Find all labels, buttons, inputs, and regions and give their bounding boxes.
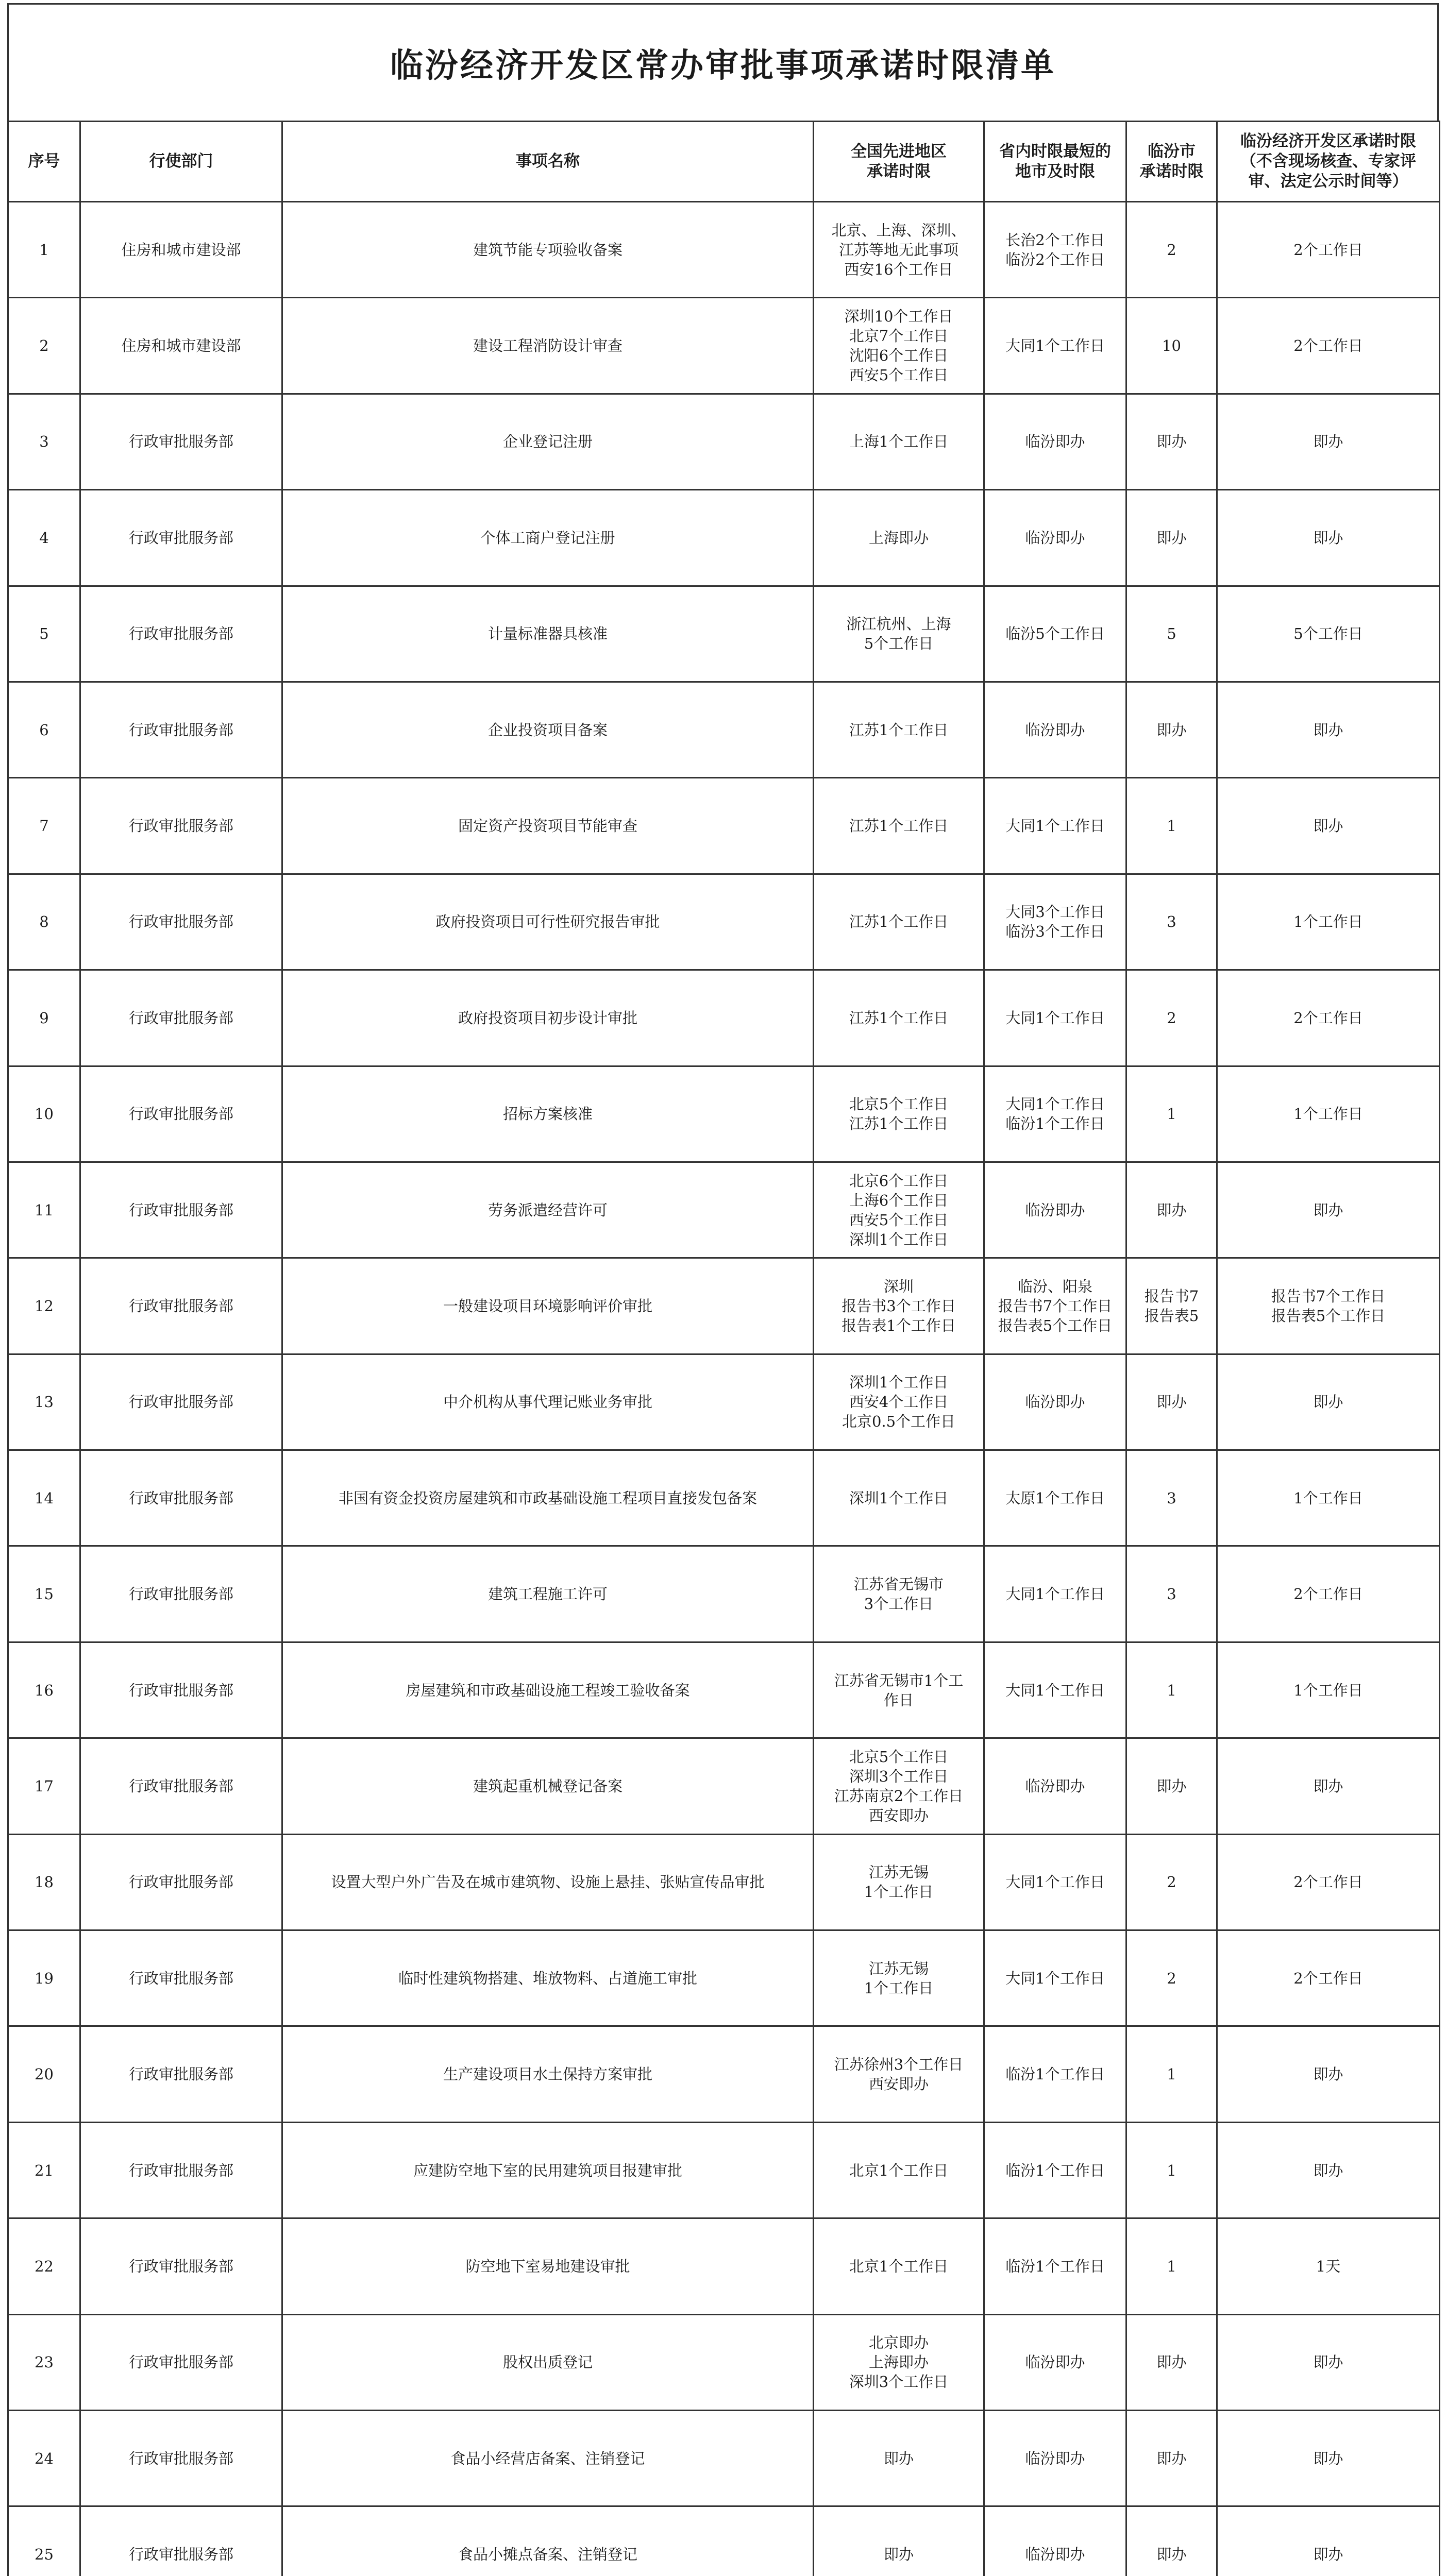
cell-linfen-city-limit: 1 (1126, 1066, 1217, 1162)
cell-province-shortest-limit: 临汾即办 (984, 2506, 1126, 2576)
cell-department: 行政审批服务部 (80, 1738, 282, 1834)
header-national-advanced-limit: 全国先进地区 承诺时限 (814, 122, 984, 202)
table-row (8, 2122, 1440, 2218)
table-body (8, 202, 1440, 2576)
cell-zone-limit: 5个工作日 (1217, 586, 1440, 682)
header-serial-no: 序号 (8, 122, 80, 202)
cell-province-shortest-limit: 临汾1个工作日 (984, 2122, 1126, 2218)
cell-national-advanced-limit: 上海即办 (814, 490, 984, 586)
cell-zone-limit: 即办 (1217, 778, 1440, 874)
cell-province-shortest-limit: 大同1个工作日 (984, 778, 1126, 874)
cell-item-name: 招标方案核准 (282, 1066, 814, 1162)
cell-zone-limit: 2个工作日 (1217, 202, 1440, 298)
cell-serial-no: 24 (8, 2410, 80, 2506)
cell-linfen-city-limit: 10 (1126, 298, 1217, 394)
cell-item-name: 建筑起重机械登记备案 (282, 1738, 814, 1834)
cell-item-name: 政府投资项目初步设计审批 (282, 970, 814, 1066)
cell-linfen-city-limit: 报告书7 报告表5 (1126, 1258, 1217, 1354)
cell-serial-no: 16 (8, 1642, 80, 1738)
cell-item-name: 计量标准器具核准 (282, 586, 814, 682)
cell-linfen-city-limit: 即办 (1126, 490, 1217, 586)
table-row (8, 1834, 1440, 1930)
table-row (8, 202, 1440, 298)
cell-serial-no: 12 (8, 1258, 80, 1354)
cell-zone-limit: 2个工作日 (1217, 1546, 1440, 1642)
header-zone-limit: 临汾经济开发区承诺时限 （不含现场核查、专家评 审、法定公示时间等） (1217, 122, 1440, 202)
cell-department: 行政审批服务部 (80, 2122, 282, 2218)
cell-zone-limit: 2个工作日 (1217, 1834, 1440, 1930)
cell-national-advanced-limit: 北京1个工作日 (814, 2218, 984, 2314)
cell-zone-limit: 即办 (1217, 1738, 1440, 1834)
cell-item-name: 应建防空地下室的民用建筑项目报建审批 (282, 2122, 814, 2218)
cell-national-advanced-limit: 深圳1个工作日 (814, 1450, 984, 1546)
cell-national-advanced-limit: 北京5个工作日 深圳3个工作日 江苏南京2个工作日 西安即办 (814, 1738, 984, 1834)
cell-department: 行政审批服务部 (80, 778, 282, 874)
cell-serial-no: 18 (8, 1834, 80, 1930)
cell-linfen-city-limit: 3 (1126, 1546, 1217, 1642)
cell-serial-no: 11 (8, 1162, 80, 1258)
cell-zone-limit: 2个工作日 (1217, 1930, 1440, 2026)
cell-department: 行政审批服务部 (80, 2506, 282, 2576)
cell-department: 行政审批服务部 (80, 2218, 282, 2314)
cell-department: 行政审批服务部 (80, 874, 282, 970)
cell-serial-no: 13 (8, 1354, 80, 1450)
cell-zone-limit: 即办 (1217, 394, 1440, 489)
cell-serial-no: 5 (8, 586, 80, 682)
cell-department: 行政审批服务部 (80, 1162, 282, 1258)
cell-national-advanced-limit: 江苏无锡 1个工作日 (814, 1834, 984, 1930)
cell-department: 住房和城市建设部 (80, 298, 282, 394)
cell-item-name: 防空地下室易地建设审批 (282, 2218, 814, 2314)
cell-item-name: 食品小摊点备案、注销登记 (282, 2506, 814, 2576)
cell-linfen-city-limit: 2 (1126, 970, 1217, 1066)
cell-department: 行政审批服务部 (80, 1834, 282, 1930)
cell-serial-no: 22 (8, 2218, 80, 2314)
cell-province-shortest-limit: 临汾1个工作日 (984, 2218, 1126, 2314)
cell-province-shortest-limit: 临汾即办 (984, 1354, 1126, 1450)
cell-serial-no: 6 (8, 682, 80, 777)
cell-department: 行政审批服务部 (80, 490, 282, 586)
table-row (8, 778, 1440, 874)
cell-item-name: 企业投资项目备案 (282, 682, 814, 777)
cell-item-name: 生产建设项目水土保持方案审批 (282, 2026, 814, 2122)
cell-linfen-city-limit: 3 (1126, 1450, 1217, 1546)
cell-linfen-city-limit: 1 (1126, 2122, 1217, 2218)
cell-linfen-city-limit: 3 (1126, 874, 1217, 970)
cell-national-advanced-limit: 深圳 报告书3个工作日 报告表1个工作日 (814, 1258, 984, 1354)
table-row (8, 298, 1440, 394)
cell-serial-no: 14 (8, 1450, 80, 1546)
cell-item-name: 食品小经营店备案、注销登记 (282, 2410, 814, 2506)
cell-department: 行政审批服务部 (80, 682, 282, 777)
cell-zone-limit: 即办 (1217, 2314, 1440, 2410)
table-row (8, 2314, 1440, 2410)
table-row (8, 874, 1440, 970)
cell-national-advanced-limit: 江苏1个工作日 (814, 874, 984, 970)
cell-serial-no: 25 (8, 2506, 80, 2576)
header-department: 行使部门 (80, 122, 282, 202)
cell-province-shortest-limit: 临汾、阳泉 报告书7个工作日 报告表5个工作日 (984, 1258, 1126, 1354)
table-row (8, 1930, 1440, 2026)
cell-department: 行政审批服务部 (80, 1450, 282, 1546)
cell-department: 行政审批服务部 (80, 970, 282, 1066)
table-row (8, 1162, 1440, 1258)
table-row (8, 1354, 1440, 1450)
cell-department: 行政审批服务部 (80, 586, 282, 682)
cell-item-name: 企业登记注册 (282, 394, 814, 489)
cell-province-shortest-limit: 临汾即办 (984, 1738, 1126, 1834)
cell-national-advanced-limit: 江苏1个工作日 (814, 682, 984, 777)
cell-department: 行政审批服务部 (80, 1354, 282, 1450)
cell-serial-no: 4 (8, 490, 80, 586)
cell-serial-no: 23 (8, 2314, 80, 2410)
cell-linfen-city-limit: 1 (1126, 2218, 1217, 2314)
cell-province-shortest-limit: 临汾即办 (984, 2314, 1126, 2410)
cell-zone-limit: 即办 (1217, 2122, 1440, 2218)
cell-province-shortest-limit: 临汾即办 (984, 490, 1126, 586)
cell-linfen-city-limit: 2 (1126, 1930, 1217, 2026)
cell-province-shortest-limit: 临汾1个工作日 (984, 2026, 1126, 2122)
cell-linfen-city-limit: 1 (1126, 778, 1217, 874)
cell-item-name: 临时性建筑物搭建、堆放物料、占道施工审批 (282, 1930, 814, 2026)
cell-item-name: 建筑节能专项验收备案 (282, 202, 814, 298)
cell-province-shortest-limit: 大同1个工作日 (984, 298, 1126, 394)
table-row (8, 2410, 1440, 2506)
cell-linfen-city-limit: 1 (1126, 1642, 1217, 1738)
cell-serial-no: 7 (8, 778, 80, 874)
approval-time-limit-table (7, 121, 1440, 2576)
cell-zone-limit: 即办 (1217, 2410, 1440, 2506)
cell-item-name: 非国有资金投资房屋建筑和市政基础设施工程项目直接发包备案 (282, 1450, 814, 1546)
table-row (8, 2218, 1440, 2314)
cell-department: 行政审批服务部 (80, 1258, 282, 1354)
cell-province-shortest-limit: 大同1个工作日 (984, 1546, 1126, 1642)
cell-province-shortest-limit: 太原1个工作日 (984, 1450, 1126, 1546)
table-row (8, 1546, 1440, 1642)
cell-province-shortest-limit: 大同1个工作日 (984, 1642, 1126, 1738)
cell-national-advanced-limit: 深圳1个工作日 西安4个工作日 北京0.5个工作日 (814, 1354, 984, 1450)
cell-serial-no: 17 (8, 1738, 80, 1834)
cell-national-advanced-limit: 江苏无锡 1个工作日 (814, 1930, 984, 2026)
cell-zone-limit: 即办 (1217, 1354, 1440, 1450)
cell-national-advanced-limit: 即办 (814, 2410, 984, 2506)
document-sheet (7, 3, 1439, 2576)
cell-department: 行政审批服务部 (80, 2410, 282, 2506)
cell-linfen-city-limit: 即办 (1126, 394, 1217, 489)
cell-linfen-city-limit: 1 (1126, 2026, 1217, 2122)
cell-zone-limit: 1个工作日 (1217, 874, 1440, 970)
cell-national-advanced-limit: 北京5个工作日 江苏1个工作日 (814, 1066, 984, 1162)
cell-national-advanced-limit: 江苏1个工作日 (814, 778, 984, 874)
cell-item-name: 劳务派遣经营许可 (282, 1162, 814, 1258)
cell-province-shortest-limit: 临汾即办 (984, 1162, 1126, 1258)
cell-province-shortest-limit: 大同3个工作日 临汾3个工作日 (984, 874, 1126, 970)
header-province-shortest-limit: 省内时限最短的 地市及时限 (984, 122, 1126, 202)
table-row (8, 1258, 1440, 1354)
cell-serial-no: 15 (8, 1546, 80, 1642)
cell-item-name: 设置大型户外广告及在城市建筑物、设施上悬挂、张贴宣传品审批 (282, 1834, 814, 1930)
cell-department: 行政审批服务部 (80, 1066, 282, 1162)
cell-national-advanced-limit: 北京6个工作日 上海6个工作日 西安5个工作日 深圳1个工作日 (814, 1162, 984, 1258)
cell-department: 行政审批服务部 (80, 2026, 282, 2122)
cell-zone-limit: 即办 (1217, 2026, 1440, 2122)
cell-linfen-city-limit: 即办 (1126, 682, 1217, 777)
cell-zone-limit: 报告书7个工作日 报告表5个工作日 (1217, 1258, 1440, 1354)
cell-department: 行政审批服务部 (80, 1930, 282, 2026)
cell-zone-limit: 即办 (1217, 682, 1440, 777)
cell-national-advanced-limit: 即办 (814, 2506, 984, 2576)
table-row (8, 682, 1440, 777)
cell-serial-no: 2 (8, 298, 80, 394)
cell-zone-limit: 2个工作日 (1217, 970, 1440, 1066)
cell-serial-no: 8 (8, 874, 80, 970)
cell-zone-limit: 即办 (1217, 1162, 1440, 1258)
cell-serial-no: 19 (8, 1930, 80, 2026)
cell-province-shortest-limit: 临汾5个工作日 (984, 586, 1126, 682)
cell-national-advanced-limit: 北京1个工作日 (814, 2122, 984, 2218)
cell-linfen-city-limit: 即办 (1126, 2410, 1217, 2506)
table-row (8, 970, 1440, 1066)
cell-zone-limit: 即办 (1217, 2506, 1440, 2576)
table-row (8, 1642, 1440, 1738)
cell-province-shortest-limit: 临汾即办 (984, 682, 1126, 777)
cell-province-shortest-limit: 临汾即办 (984, 394, 1126, 489)
cell-serial-no: 10 (8, 1066, 80, 1162)
cell-linfen-city-limit: 即办 (1126, 2314, 1217, 2410)
cell-department: 住房和城市建设部 (80, 202, 282, 298)
cell-item-name: 个体工商户登记注册 (282, 490, 814, 586)
cell-linfen-city-limit: 即办 (1126, 2506, 1217, 2576)
cell-province-shortest-limit: 大同1个工作日 (984, 1834, 1126, 1930)
cell-item-name: 一般建设项目环境影响评价审批 (282, 1258, 814, 1354)
cell-national-advanced-limit: 江苏徐州3个工作日 西安即办 (814, 2026, 984, 2122)
cell-item-name: 政府投资项目可行性研究报告审批 (282, 874, 814, 970)
cell-serial-no: 1 (8, 202, 80, 298)
cell-national-advanced-limit: 江苏省无锡市1个工 作日 (814, 1642, 984, 1738)
cell-serial-no: 21 (8, 2122, 80, 2218)
table-row (8, 2506, 1440, 2576)
cell-linfen-city-limit: 2 (1126, 202, 1217, 298)
cell-province-shortest-limit: 大同1个工作日 (984, 1930, 1126, 2026)
cell-serial-no: 20 (8, 2026, 80, 2122)
cell-linfen-city-limit: 即办 (1126, 1354, 1217, 1450)
cell-national-advanced-limit: 北京、上海、深圳、 江苏等地无此事项 西安16个工作日 (814, 202, 984, 298)
header-item-name: 事项名称 (282, 122, 814, 202)
cell-linfen-city-limit: 5 (1126, 586, 1217, 682)
cell-zone-limit: 1个工作日 (1217, 1066, 1440, 1162)
cell-province-shortest-limit: 大同1个工作日 (984, 970, 1126, 1066)
document-title: 临汾经济开发区常办审批事项承诺时限清单 (7, 3, 1439, 121)
table-row (8, 1738, 1440, 1834)
cell-serial-no: 9 (8, 970, 80, 1066)
cell-zone-limit: 1天 (1217, 2218, 1440, 2314)
table-header-row (8, 122, 1440, 202)
cell-zone-limit: 1个工作日 (1217, 1642, 1440, 1738)
cell-item-name: 股权出质登记 (282, 2314, 814, 2410)
table-row (8, 586, 1440, 682)
cell-province-shortest-limit: 长治2个工作日 临汾2个工作日 (984, 202, 1126, 298)
table-row (8, 1450, 1440, 1546)
cell-item-name: 固定资产投资项目节能审查 (282, 778, 814, 874)
cell-department: 行政审批服务部 (80, 394, 282, 489)
table-row (8, 490, 1440, 586)
cell-national-advanced-limit: 北京即办 上海即办 深圳3个工作日 (814, 2314, 984, 2410)
cell-national-advanced-limit: 江苏1个工作日 (814, 970, 984, 1066)
cell-national-advanced-limit: 江苏省无锡市 3个工作日 (814, 1546, 984, 1642)
cell-national-advanced-limit: 深圳10个工作日 北京7个工作日 沈阳6个工作日 西安5个工作日 (814, 298, 984, 394)
cell-zone-limit: 1个工作日 (1217, 1450, 1440, 1546)
cell-zone-limit: 2个工作日 (1217, 298, 1440, 394)
cell-item-name: 建筑工程施工许可 (282, 1546, 814, 1642)
table-row (8, 394, 1440, 489)
cell-national-advanced-limit: 上海1个工作日 (814, 394, 984, 489)
cell-item-name: 中介机构从事代理记账业务审批 (282, 1354, 814, 1450)
cell-national-advanced-limit: 浙江杭州、上海 5个工作日 (814, 586, 984, 682)
cell-province-shortest-limit: 大同1个工作日 临汾1个工作日 (984, 1066, 1126, 1162)
header-linfen-city-limit: 临汾市 承诺时限 (1126, 122, 1217, 202)
cell-department: 行政审批服务部 (80, 2314, 282, 2410)
cell-department: 行政审批服务部 (80, 1546, 282, 1642)
cell-linfen-city-limit: 即办 (1126, 1162, 1217, 1258)
cell-item-name: 建设工程消防设计审查 (282, 298, 814, 394)
cell-serial-no: 3 (8, 394, 80, 489)
cell-linfen-city-limit: 2 (1126, 1834, 1217, 1930)
cell-department: 行政审批服务部 (80, 1642, 282, 1738)
table-row (8, 2026, 1440, 2122)
table-row (8, 1066, 1440, 1162)
cell-zone-limit: 即办 (1217, 490, 1440, 586)
cell-linfen-city-limit: 即办 (1126, 1738, 1217, 1834)
cell-province-shortest-limit: 临汾即办 (984, 2410, 1126, 2506)
cell-item-name: 房屋建筑和市政基础设施工程竣工验收备案 (282, 1642, 814, 1738)
